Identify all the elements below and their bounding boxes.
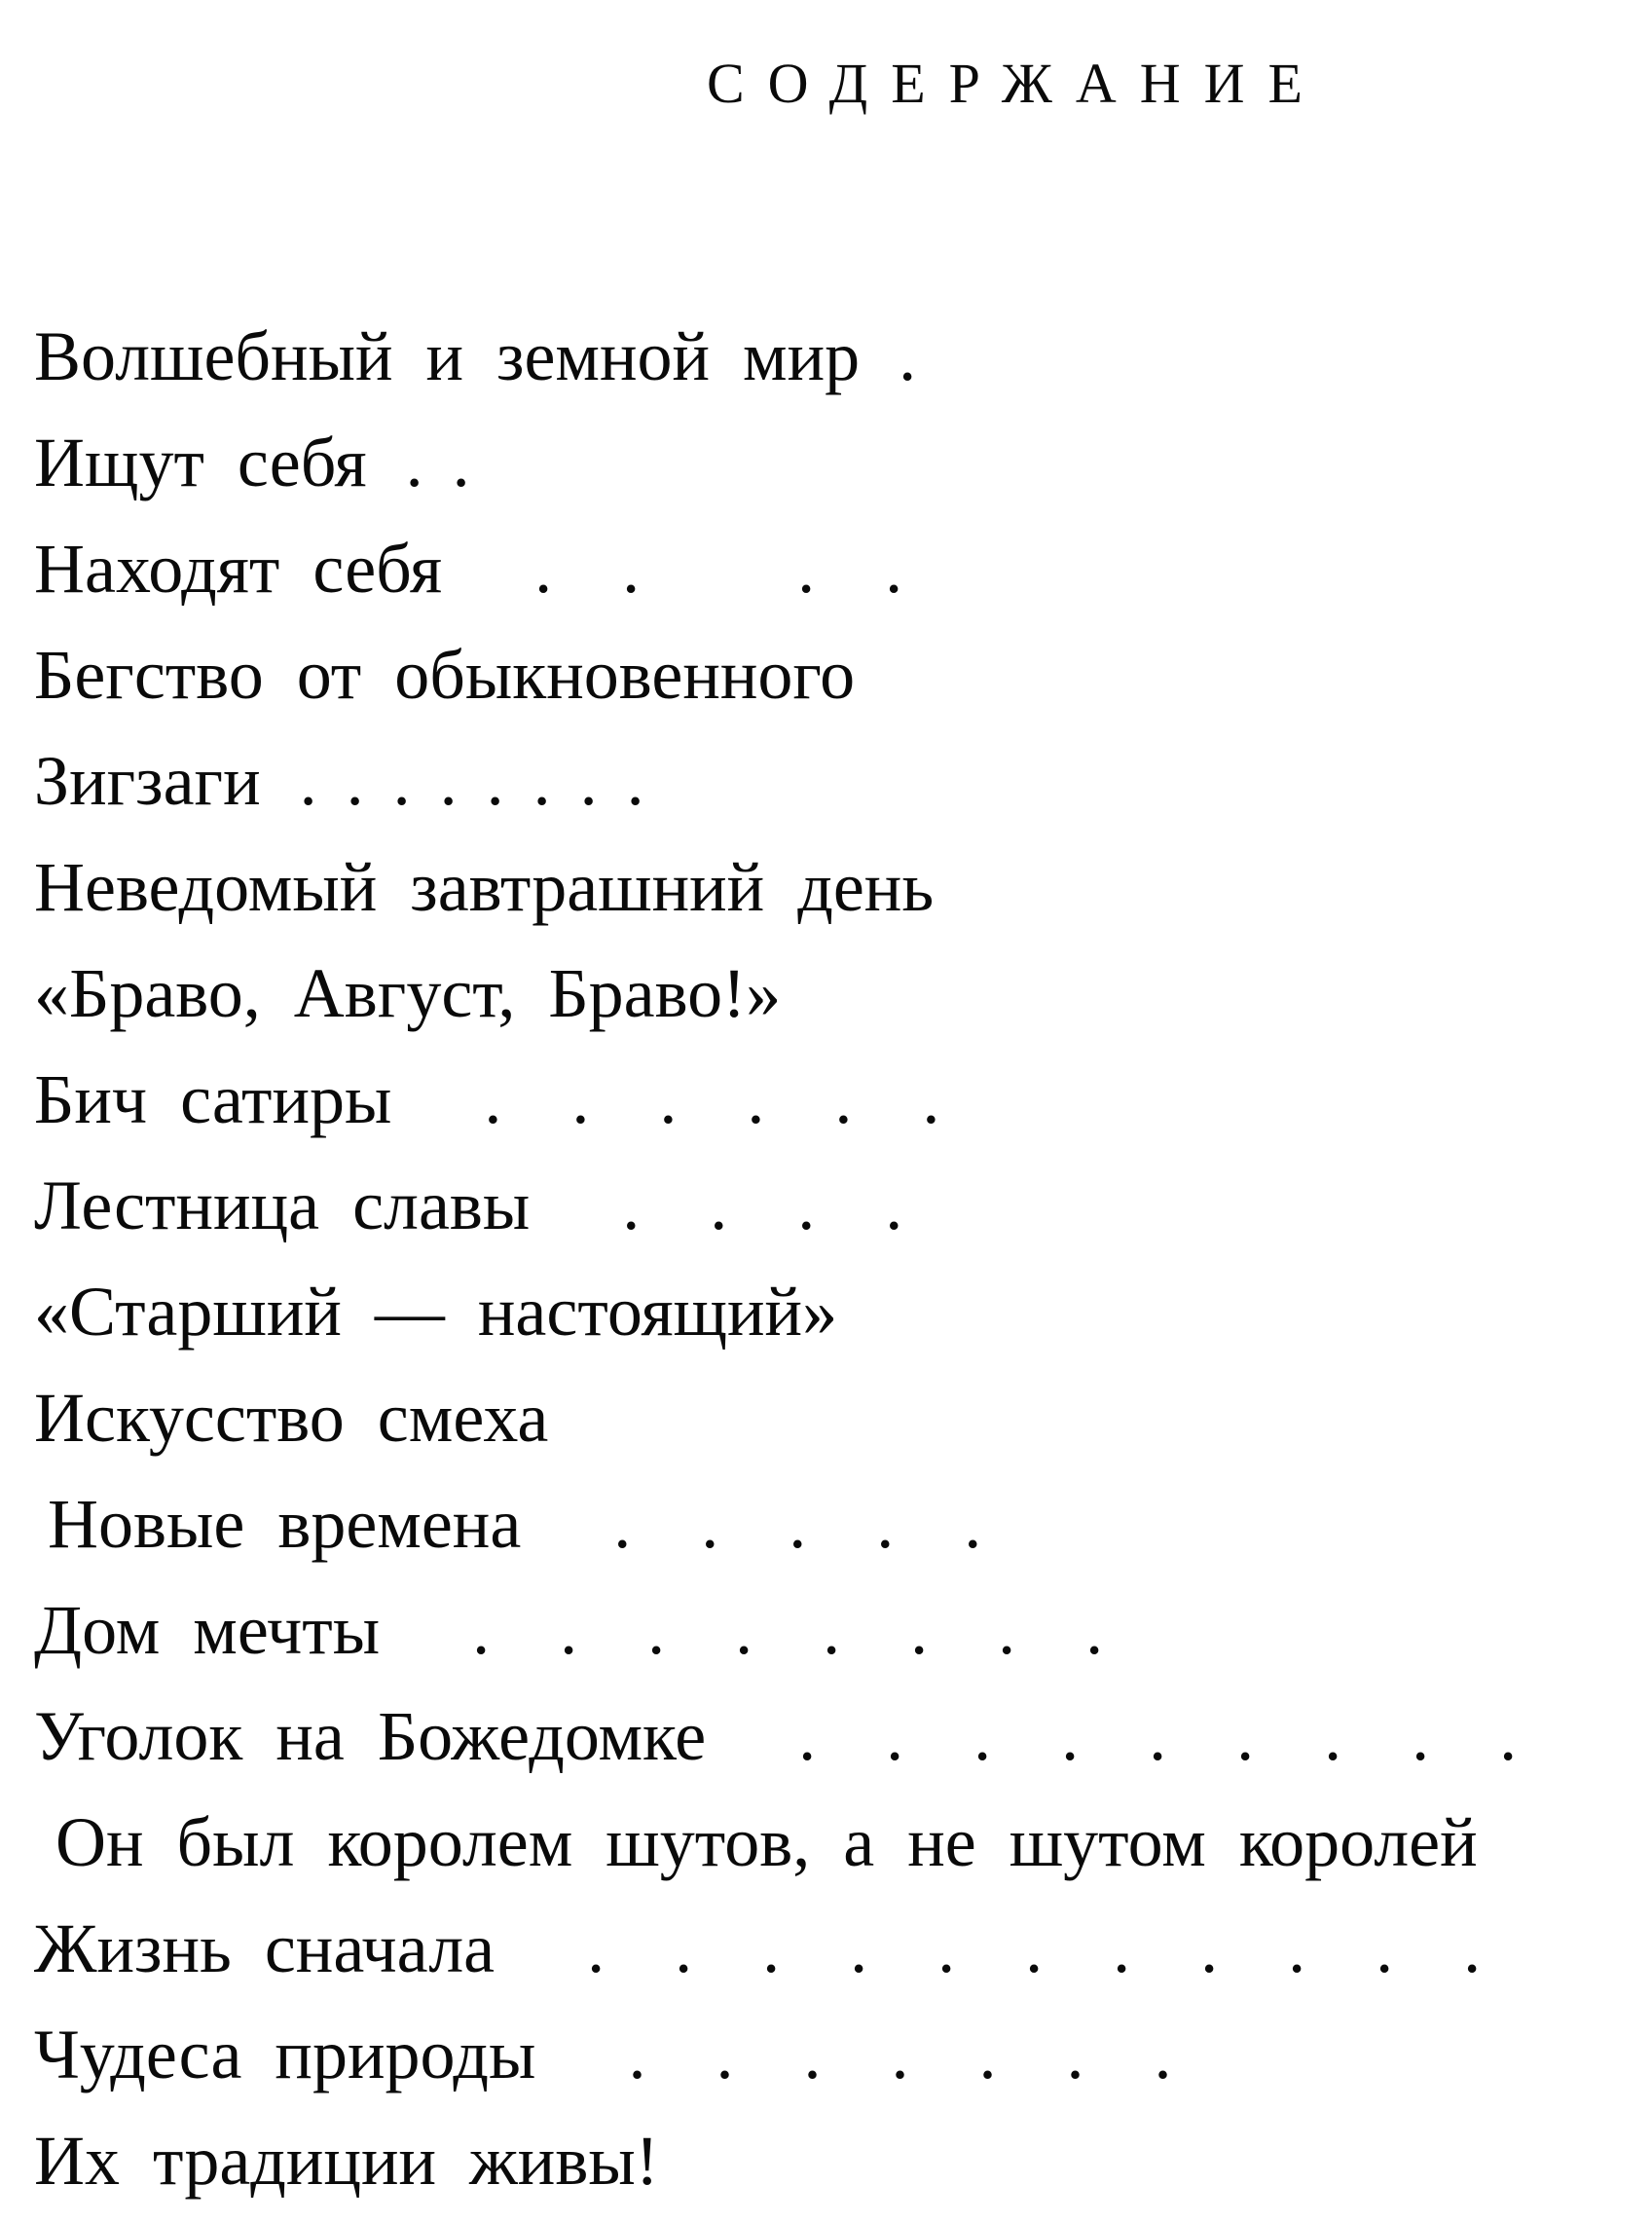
toc-entry (34, 1896, 1633, 2002)
toc-entry (34, 728, 1633, 834)
toc-entry (34, 304, 1633, 410)
toc-entry-leader: . . . . . . . . . (798, 1697, 1544, 1775)
toc-entry-title: «Браво, Август, Браво!» (34, 954, 782, 1032)
toc-entry-title: Чудеса природы (34, 2016, 536, 2093)
toc-entry (34, 1365, 1633, 1471)
toc-entry (34, 2108, 1633, 2214)
toc-entry-title: Неведомый завтрашний день (34, 848, 935, 926)
toc-entry-title: Уголок на Божедомке (34, 1697, 707, 1775)
toc-entry-title: Он был королем шутов, а не шутом королей (55, 1803, 1478, 1881)
toc-entry-leader: . . . . . . . . . . . (587, 1909, 1508, 1987)
toc-entry-title: «Старший — настоящий» (34, 1273, 838, 1351)
toc-entry (34, 1259, 1633, 1365)
toc-entry-title: Зигзаги (34, 742, 261, 820)
toc-entry (34, 1471, 1633, 1577)
toc-entry-title: Новые времена (48, 1485, 522, 1563)
toc-entry-leader: . . . . . . (484, 1060, 967, 1138)
toc-entry-title: Бегство от обыкновенного (34, 636, 856, 714)
toc-entry-title: Их традиции живы! (34, 2122, 659, 2200)
toc-entry-leader: . . . . (534, 530, 930, 608)
toc-entry (34, 1684, 1633, 1790)
toc-entry-title: Находят себя (34, 530, 443, 608)
toc-entry-title: Дом мечты (34, 1591, 381, 1669)
toc-entry-title: Бич сатиры (34, 1060, 392, 1138)
toc-entry (34, 516, 1633, 622)
toc-entry-leader: . . . . . . . (628, 2016, 1198, 2093)
toc-entry (34, 1153, 1633, 1259)
toc-entry (34, 1577, 1633, 1684)
toc-entry (34, 410, 1633, 516)
page-title: СОДЕРЖАНИЕ (707, 52, 1326, 115)
toc-entry-leader: . . . . . . . . (299, 742, 650, 820)
toc-entry-title: Жизнь сначала (34, 1909, 496, 1987)
toc-entry-leader: . . . . . (613, 1485, 1009, 1563)
toc-entry (34, 1790, 1633, 1896)
table-of-contents (34, 304, 1633, 2214)
toc-entry-title: Ищут себя (34, 424, 367, 501)
toc-entry-title: Лестница славы (34, 1167, 531, 1244)
toc-entry-leader: . (899, 317, 923, 395)
toc-entry (34, 1047, 1633, 1153)
toc-entry-leader: . . (405, 424, 476, 501)
toc-entry (34, 622, 1633, 728)
toc-entry (34, 941, 1633, 1047)
toc-entry (34, 834, 1633, 941)
toc-entry-title: Искусство смеха (34, 1379, 549, 1457)
toc-entry-leader: . . . . (622, 1167, 930, 1244)
toc-entry (34, 2002, 1633, 2108)
toc-entry-title: Волшебный и земной мир (34, 317, 861, 395)
toc-entry-leader: . . . . . . . . (472, 1591, 1130, 1669)
